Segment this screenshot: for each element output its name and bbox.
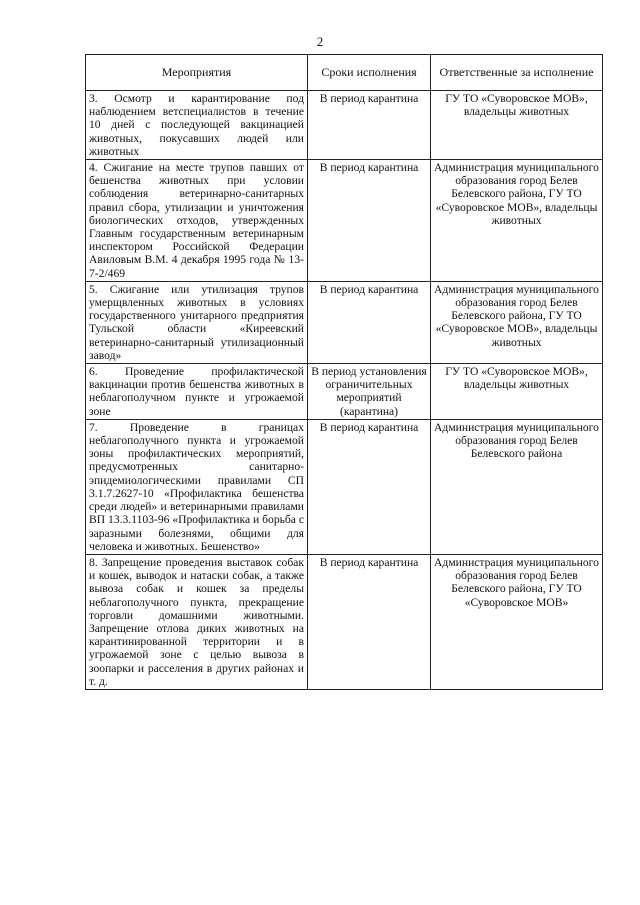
header-responsible: Ответственные за исполнение (431, 55, 603, 91)
table-row (86, 91, 603, 160)
header-measures: Мероприятия (86, 55, 308, 91)
measures-table (85, 54, 603, 690)
measure-cell: 7. Проведение в границах неблагополучного пункта и угрожаемой зоны профилактических мероприятий, предусмотренных санитарно-эпидемиологическими правилами СП 3.1.7.2627-10 «Профилактика бешенства среди людей» и ветеринарными правилами ВП 13.3.1103-96 «Профилактика и борьба с заразными болезнями, общими для человека и животных. Бешенство» (86, 419, 308, 554)
page-number: 2 (316, 34, 324, 49)
measure-cell: 5. Сжигание или утилизация трупов умерщвленных животных в условиях государственного унитарного предприятия Тульской области «Киреевский ветеринарно-санитарный утилизационный завод» (86, 281, 308, 363)
terms-cell: В период карантина (308, 419, 431, 554)
measure-cell: 3. Осмотр и карантирование под наблюдением ветспециалистов в течение 10 дней с последующей вакцинацией животных, покусавших людей или животных (86, 91, 308, 160)
table-row (86, 281, 603, 363)
terms-cell: В период карантина (308, 91, 431, 160)
table-row (86, 419, 603, 554)
responsible-cell: Администрация муниципального образования город Белев Белевского района, ГУ ТО «Суворовское МОВ», владельцы животных (431, 281, 603, 363)
table-row (86, 364, 603, 420)
table-row (86, 160, 603, 282)
responsible-cell: ГУ ТО «Суворовское МОВ», владельцы животных (431, 91, 603, 160)
header-terms: Сроки исполнения (308, 55, 431, 91)
responsible-cell: ГУ ТО «Суворовское МОВ», владельцы животных (431, 364, 603, 420)
responsible-cell: Администрация муниципального образования город Белев Белевского района, ГУ ТО «Суворовское МОВ», владельцы животных (431, 160, 603, 282)
responsible-cell: Администрация муниципального образования город Белев Белевского района, ГУ ТО «Суворовское МОВ» (431, 554, 603, 689)
responsible-cell: Администрация муниципального образования город Белев Белевского района (431, 419, 603, 554)
measure-cell: 4. Сжигание на месте трупов павших от бешенства животных при условии соблюдения ветеринарно-санитарных правил сбора, утилизации и уничтожения биологических отходов, утвержденных Главным государственным ветеринарным инспектором Российской Федерации Авиловым В.М. 4 декабря 1995 года № 13-7-2/469 (86, 160, 308, 282)
terms-cell: В период карантина (308, 281, 431, 363)
terms-cell: В период карантина (308, 554, 431, 689)
terms-cell: В период установления ограничительных мероприятий (карантина) (308, 364, 431, 420)
terms-cell: В период карантина (308, 160, 431, 282)
table-header-row (86, 55, 603, 91)
measure-cell: 8. Запрещение проведения выставок собак и кошек, выводок и натаски собак, а также вывоза собак и кошек за пределы неблагополучного пункта, прекращение торговли домашними животными. Запрещение отлова диких животных на карантинированной территории и в угрожаемой зоне с целью вывоза в зоопарки и расселения в других районах и т. д. (86, 554, 308, 689)
table-row (86, 554, 603, 689)
measure-cell: 6. Проведение профилактической вакцинации против бешенства животных в неблагополучном пункте и угрожаемой зоне (86, 364, 308, 420)
